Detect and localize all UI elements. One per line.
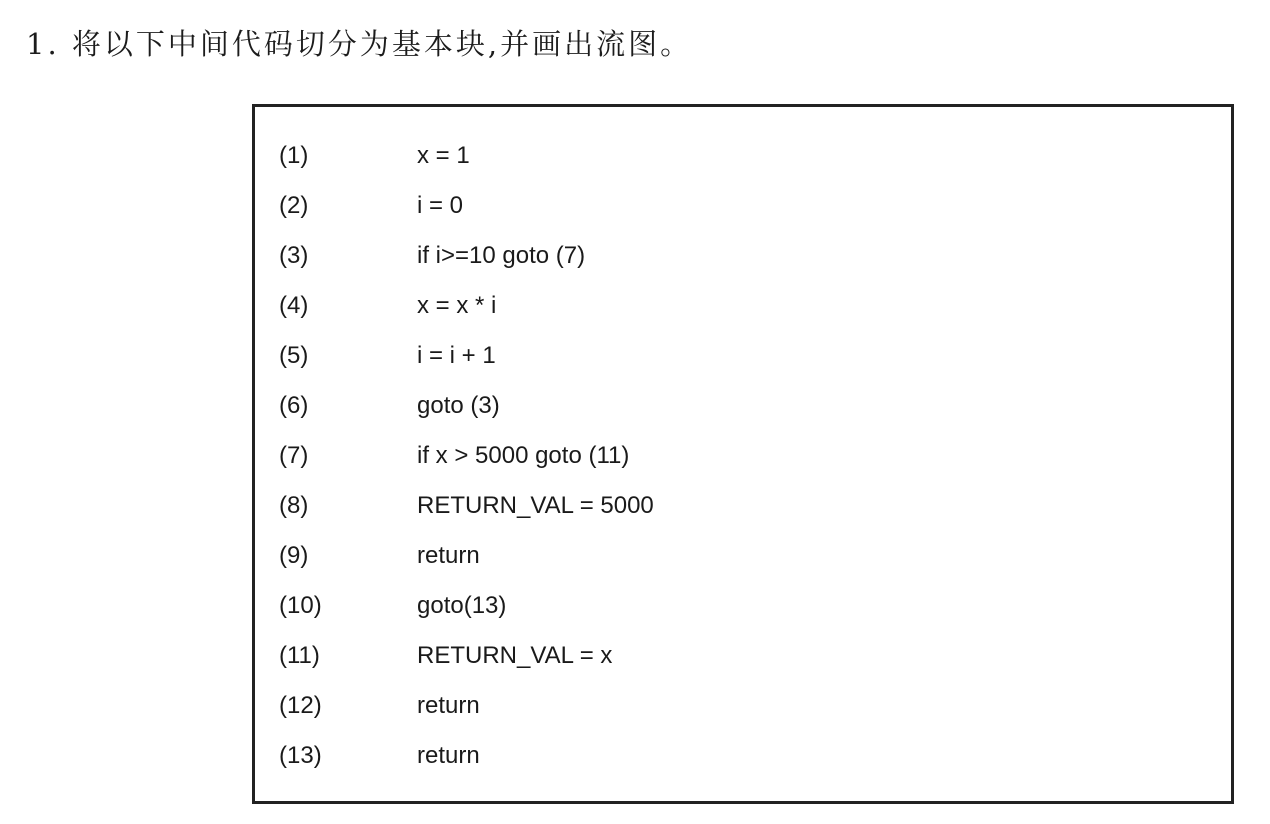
line-number: (5) — [279, 342, 309, 369]
code-line — [279, 731, 654, 781]
line-code: RETURN_VAL = x — [417, 642, 613, 669]
line-number: (4) — [279, 292, 309, 319]
code-list — [279, 131, 654, 781]
line-number: (11) — [279, 642, 320, 669]
line-number: (7) — [279, 442, 309, 469]
line-code: x = x * i — [417, 292, 497, 319]
line-number: (6) — [279, 392, 309, 419]
code-line — [279, 231, 654, 281]
line-number: (8) — [279, 492, 309, 519]
code-line — [279, 481, 654, 531]
code-line — [279, 531, 654, 581]
line-code: goto(13) — [417, 592, 507, 619]
code-line — [279, 581, 654, 631]
line-number: (10) — [279, 592, 322, 619]
line-number: (1) — [279, 142, 309, 169]
line-code: return — [417, 542, 480, 569]
line-number: (2) — [279, 192, 309, 219]
code-line — [279, 131, 654, 181]
code-line — [279, 381, 654, 431]
line-number: (3) — [279, 242, 309, 269]
code-line — [279, 631, 654, 681]
line-code: if i>=10 goto (7) — [417, 242, 586, 269]
line-code: i = 0 — [417, 192, 464, 219]
line-code: i = i + 1 — [417, 342, 496, 369]
code-box — [252, 104, 1234, 804]
code-line — [279, 681, 654, 731]
code-line — [279, 431, 654, 481]
question-text: 1. 将以下中间代码切分为基本块,并画出流图。 — [26, 27, 693, 61]
line-code: if x > 5000 goto (11) — [417, 442, 630, 469]
line-code: x = 1 — [417, 142, 470, 169]
line-number: (12) — [279, 692, 322, 719]
line-code: return — [417, 742, 480, 769]
line-code: return — [417, 692, 480, 719]
line-code: goto (3) — [417, 392, 500, 419]
code-line — [279, 181, 654, 231]
line-number: (13) — [279, 742, 322, 769]
line-code: RETURN_VAL = 5000 — [417, 492, 654, 519]
line-number: (9) — [279, 542, 309, 569]
code-line — [279, 331, 654, 381]
code-line — [279, 281, 654, 331]
